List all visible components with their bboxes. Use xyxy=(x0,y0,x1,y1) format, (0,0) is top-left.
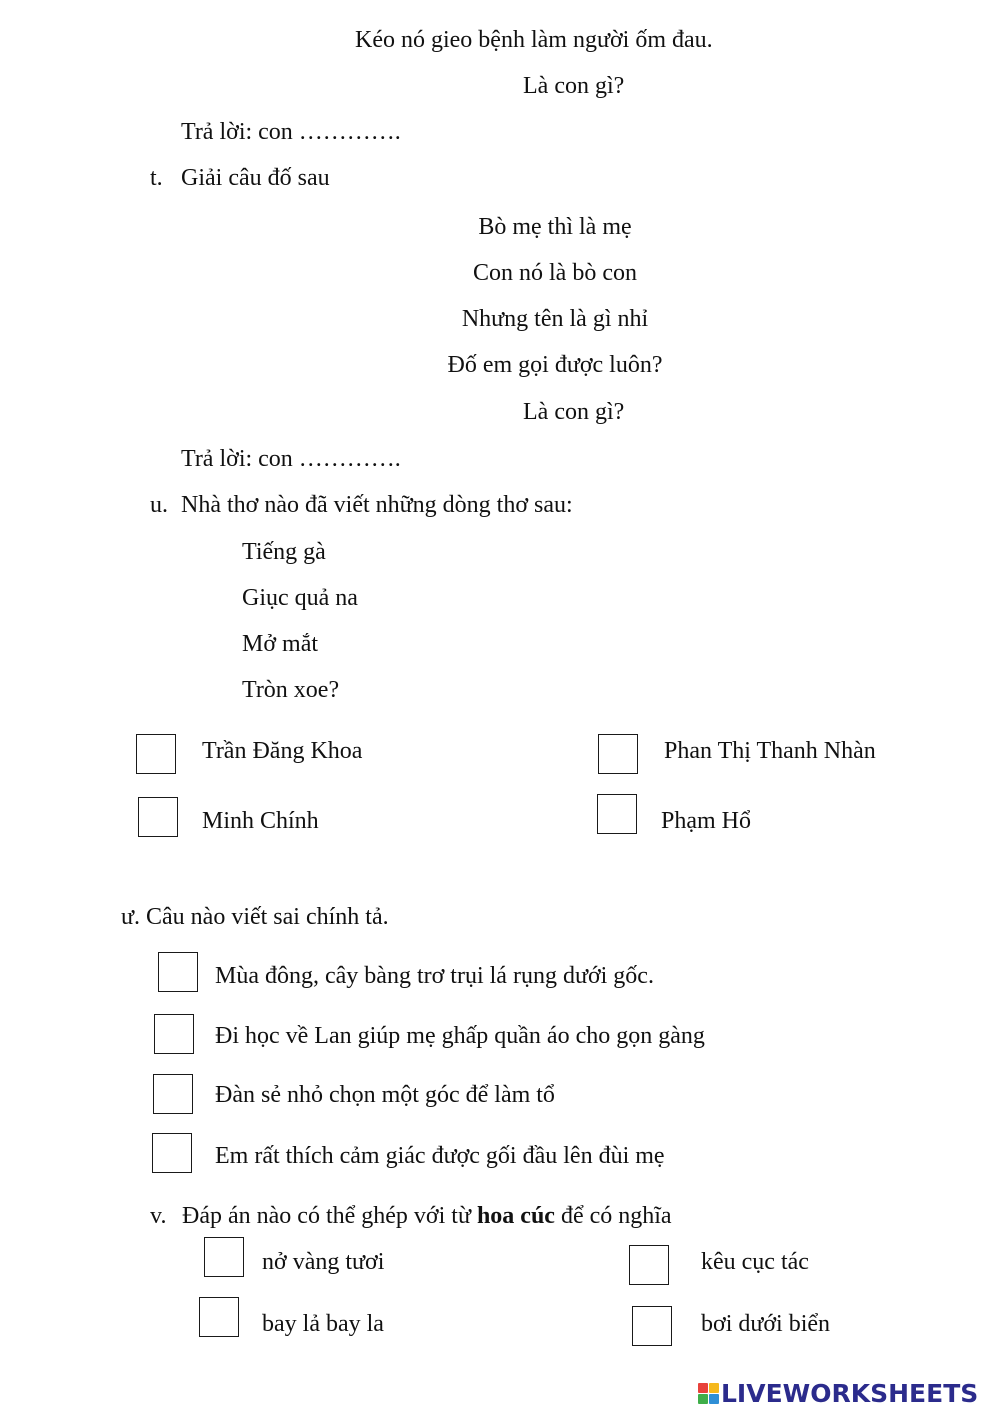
option-label: bơi dưới biển xyxy=(701,1311,831,1337)
riddle-line: Bò mẹ thì là mẹ xyxy=(478,214,632,240)
liveworksheets-logo[interactable] xyxy=(698,1378,978,1408)
answer-line: Trả lời: con …………. xyxy=(181,446,401,472)
answer-checkbox[interactable] xyxy=(158,952,198,992)
question-t-prompt: Giải câu đố sau xyxy=(181,165,330,191)
answer-checkbox[interactable] xyxy=(598,734,638,774)
liveworksheets-logo-icon xyxy=(698,1383,719,1404)
answer-checkbox[interactable] xyxy=(632,1306,672,1346)
riddle-line: Con nó là bò con xyxy=(473,260,637,286)
question-v-prompt: Đáp án nào có thể ghép với từ hoa cúc để có nghĩa xyxy=(182,1203,672,1229)
answer-checkbox[interactable] xyxy=(199,1297,239,1337)
answer-checkbox[interactable] xyxy=(136,734,176,774)
option-label: Đi học về Lan giúp mẹ ghấp quần áo cho gọn gàng xyxy=(215,1023,705,1049)
answer-checkbox[interactable] xyxy=(597,794,637,834)
option-label: kêu cục tác xyxy=(701,1249,809,1275)
logo-text: LIVEWORKSHEETS xyxy=(721,1378,979,1408)
option-label: Phạm Hổ xyxy=(661,808,751,834)
option-label: Mùa đông, cây bàng trơ trụi lá rụng dưới gốc. xyxy=(215,963,654,989)
option-label: Đàn sẻ nhỏ chọn một góc để làm tổ xyxy=(215,1082,555,1108)
riddle-question: Là con gì? xyxy=(523,399,625,425)
option-label: bay lả bay la xyxy=(262,1311,384,1337)
option-label: Trần Đăng Khoa xyxy=(202,738,363,764)
poem-line: Tròn xoe? xyxy=(242,677,340,703)
poem-line: Giục quả na xyxy=(242,585,358,611)
riddle-line: Đố em gọi được luôn? xyxy=(447,352,663,378)
answer-checkbox[interactable] xyxy=(138,797,178,837)
poem-line: Tiếng gà xyxy=(242,539,326,565)
question-u-prompt: Nhà thơ nào đã viết những dòng thơ sau: xyxy=(181,492,573,518)
riddle-question: Là con gì? xyxy=(523,73,625,99)
riddle-line: Kéo nó gieo bệnh làm người ốm đau. xyxy=(355,27,713,53)
answer-checkbox[interactable] xyxy=(204,1237,244,1277)
answer-checkbox[interactable] xyxy=(154,1014,194,1054)
question-v-marker: v. xyxy=(150,1203,167,1229)
option-label: Em rất thích cảm giác được gối đầu lên đùi mẹ xyxy=(215,1143,665,1169)
answer-checkbox[interactable] xyxy=(152,1133,192,1173)
answer-checkbox[interactable] xyxy=(629,1245,669,1285)
option-label: nở vàng tươi xyxy=(262,1249,385,1275)
keyword-bold: hoa cúc xyxy=(476,1203,555,1229)
answer-line: Trả lời: con …………. xyxy=(181,119,401,145)
option-label: Minh Chính xyxy=(202,808,319,834)
question-u-marker: u. xyxy=(150,492,168,518)
answer-checkbox[interactable] xyxy=(153,1074,193,1114)
question-t-marker: t. xyxy=(150,165,163,191)
question-uu-prompt: ư. Câu nào viết sai chính tả. xyxy=(121,904,389,930)
option-label: Phan Thị Thanh Nhàn xyxy=(664,738,876,764)
poem-line: Mở mắt xyxy=(242,631,319,657)
riddle-line: Nhưng tên là gì nhỉ xyxy=(461,306,649,332)
